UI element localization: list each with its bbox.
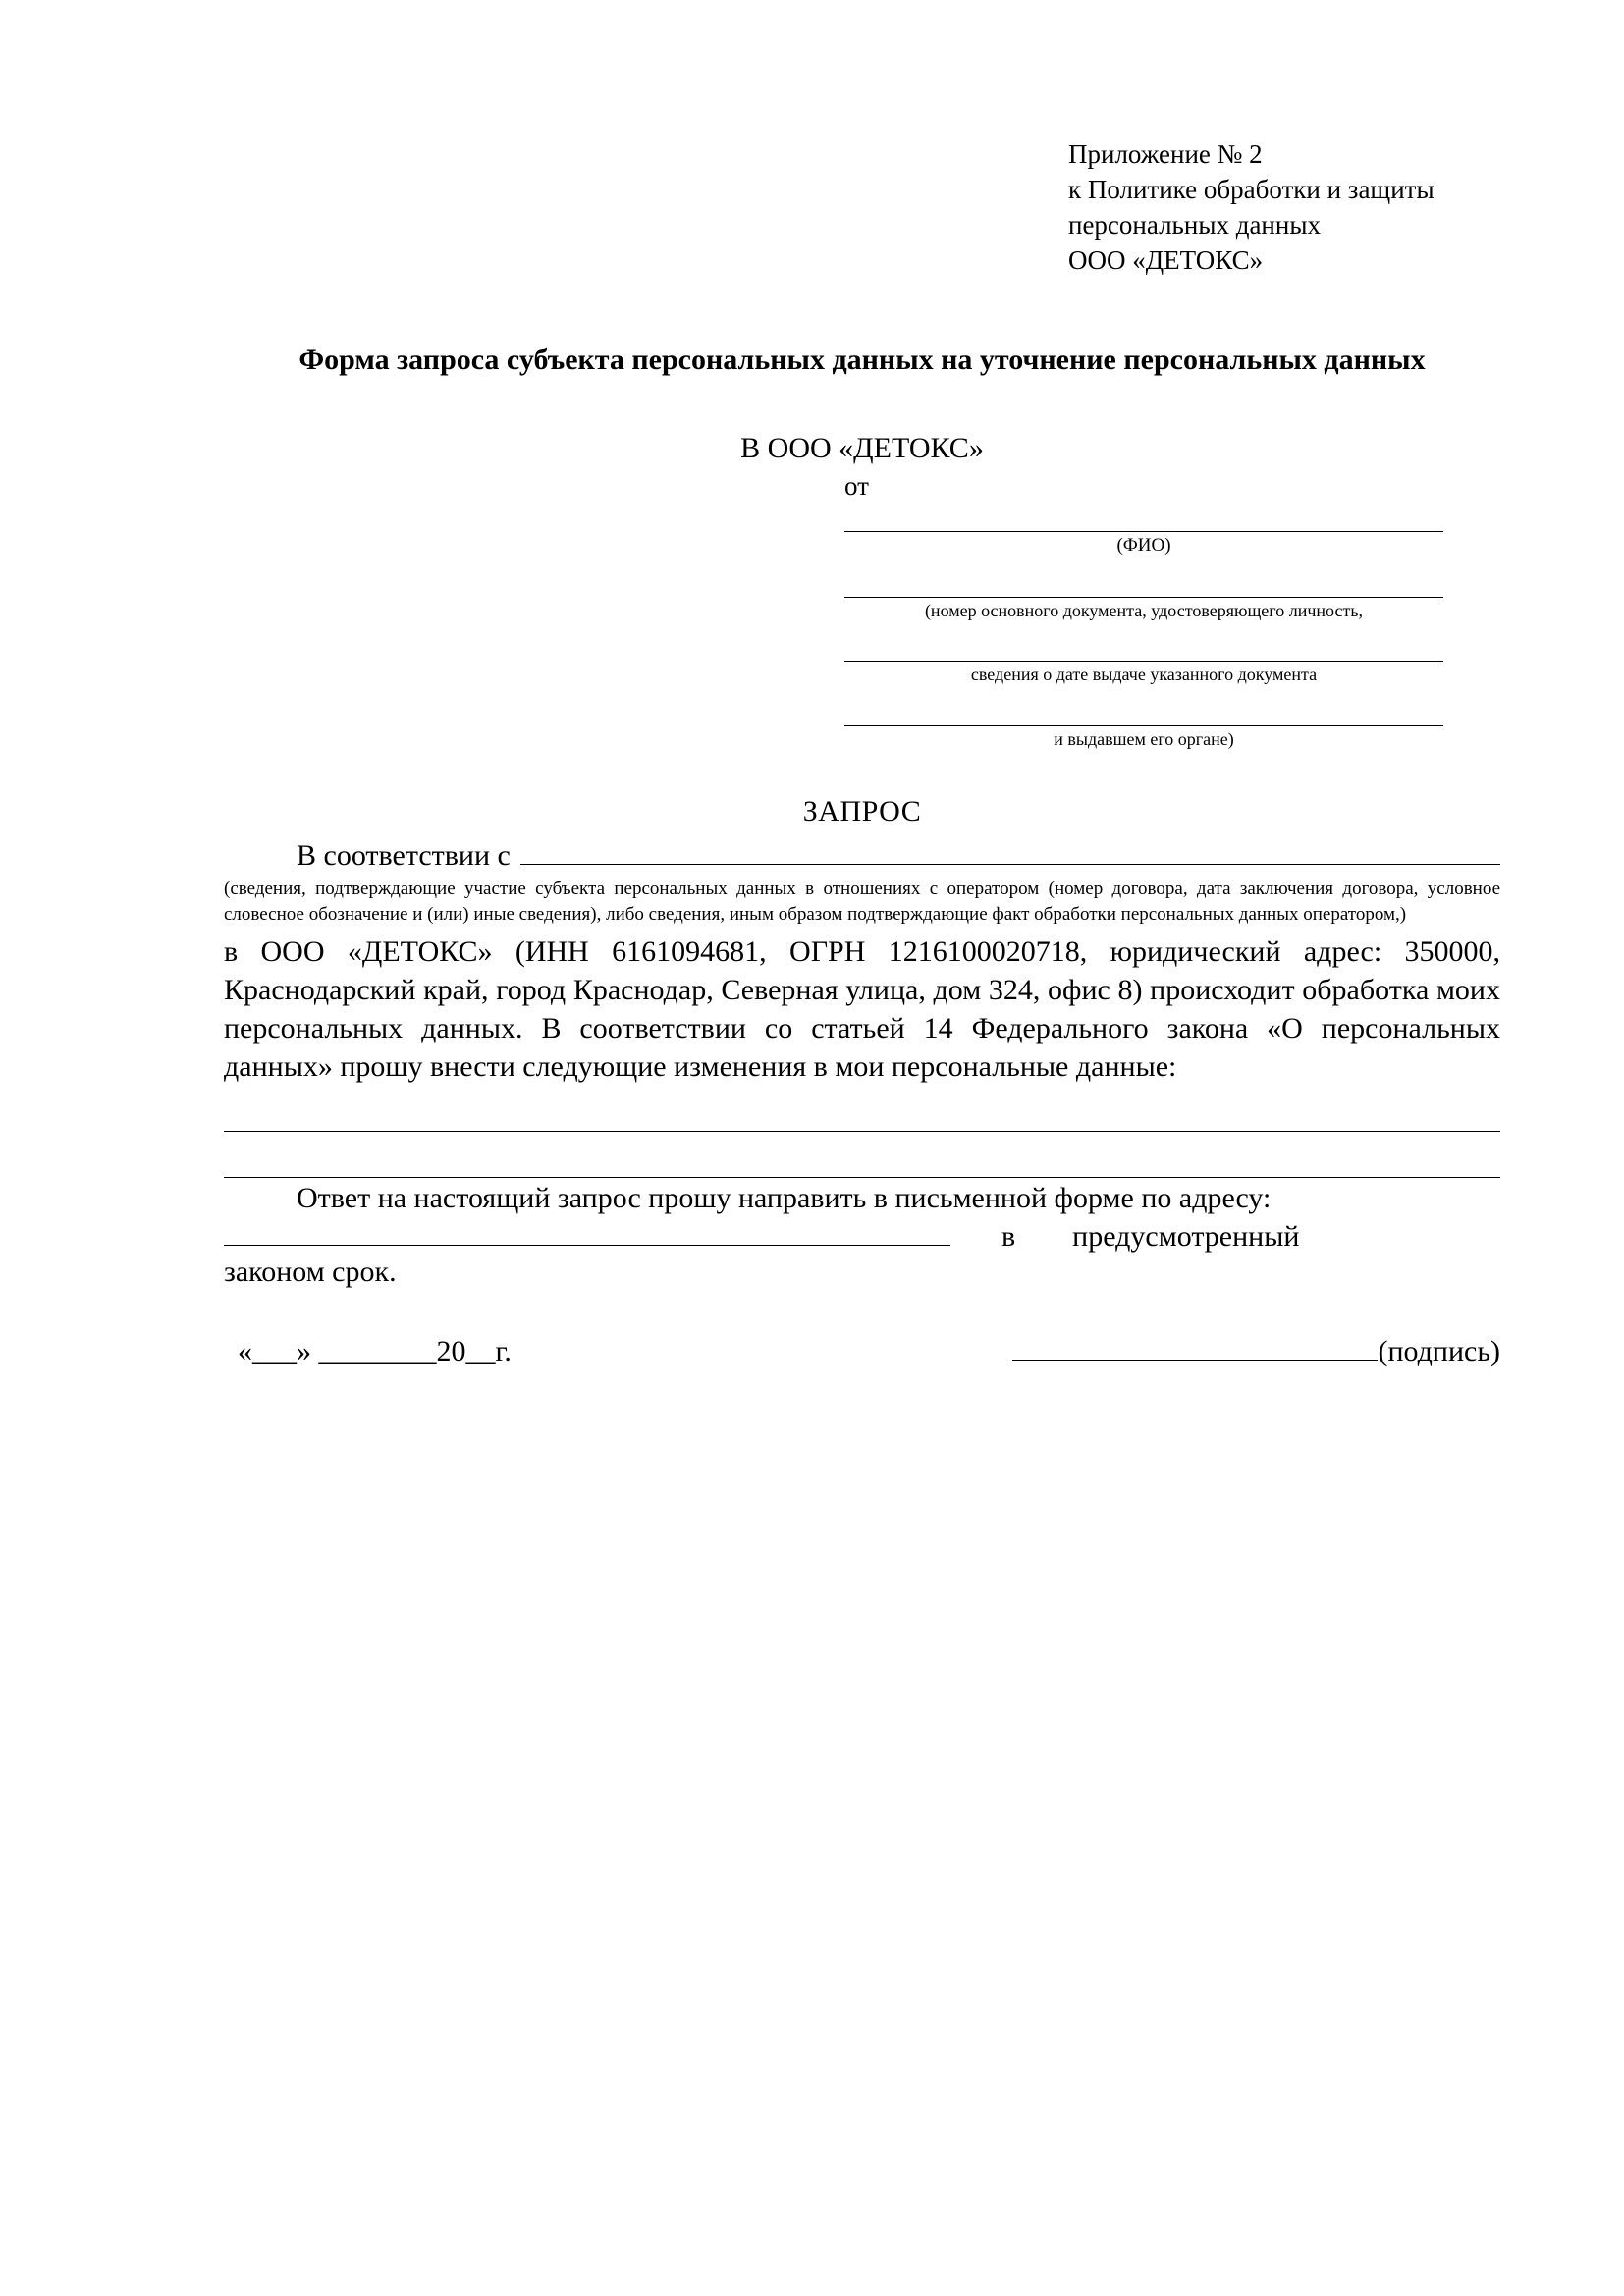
document-content [224,137,1500,1368]
document-number-caption: (номер основного документа, удостоверяющего личность, [924,600,1364,620]
document-date-caption: сведения о дате выдаче указанного документа [970,665,1318,685]
document-number-blank-line[interactable] [844,567,1443,598]
signature-caption: (подпись) [1378,1334,1500,1367]
page-title: Форма запроса субъекта персональных данных на уточнение персональных данных [298,343,1426,376]
document-date-blank-line[interactable] [844,631,1443,662]
addressee-line: В ООО «ДЕТОКС» [740,432,984,465]
answer-word-v: в [1001,1219,1016,1253]
request-heading: ЗАПРОС [802,795,922,828]
from-row [224,471,1500,502]
appendix-header-line-3: персональных данных [1068,209,1321,240]
document-issuer-blank-line[interactable] [844,696,1443,726]
fio-caption: (ФИО) [1116,535,1171,557]
appendix-header-line-1: Приложение № 2 [1068,139,1263,169]
in-accordance-label: В соответствии с [297,839,511,873]
appendix-header-line-2: к Политике обработки и защиты [1068,174,1435,204]
answer-paragraph: Ответ на настоящий запрос прошу направить в письменной форме по адресу: [297,1181,1272,1214]
applicant-blanks [844,502,1443,750]
changes-blank-line-2[interactable] [224,1142,1500,1178]
signature-blank-line[interactable] [1012,1334,1378,1361]
fineprint-note: (сведения, подтверждающие участие субъекта персональных данных в отношениях с оператором (номер договора, дата заключения договора, условное словесное обозначение и (или) иные сведения), либо сведения, иным образом подтверждающие факт обработки персональных данных оператором,) [224,879,1500,925]
changes-blank-line-1[interactable] [224,1095,1500,1132]
appendix-header [1068,137,1500,279]
answer-word-predusmotrennyi: предусмотренный [1072,1219,1300,1253]
main-paragraph: в ООО «ДЕТОКС» (ИНН 6161094681, ОГРН 1216100020718, юридический адрес: 350000, Краснодарский край, город Краснодар, Северная улица, дом 324, офис 8) происходит обработка моих персональных данных. В соответствии со статьей 14 Федерального закона «О персональных данных» прошу внести следующие изменения в мои персональные данные: [224,934,1500,1083]
answer-address-blank-line[interactable] [224,1217,950,1246]
fio-blank-line[interactable] [844,502,1443,532]
signature-row [224,1334,1500,1368]
in-accordance-row [224,838,1500,873]
answer-tail: законом срок. [224,1255,397,1288]
from-label: от [844,471,869,502]
document-issuer-caption: и выдавшем его органе) [1054,728,1234,749]
appendix-header-line-4: ООО «ДЕТОКС» [1068,244,1264,275]
answer-address-row [224,1217,1500,1254]
date-line[interactable]: «___» ________20__г. [238,1334,512,1367]
in-accordance-blank-line[interactable] [520,838,1500,865]
